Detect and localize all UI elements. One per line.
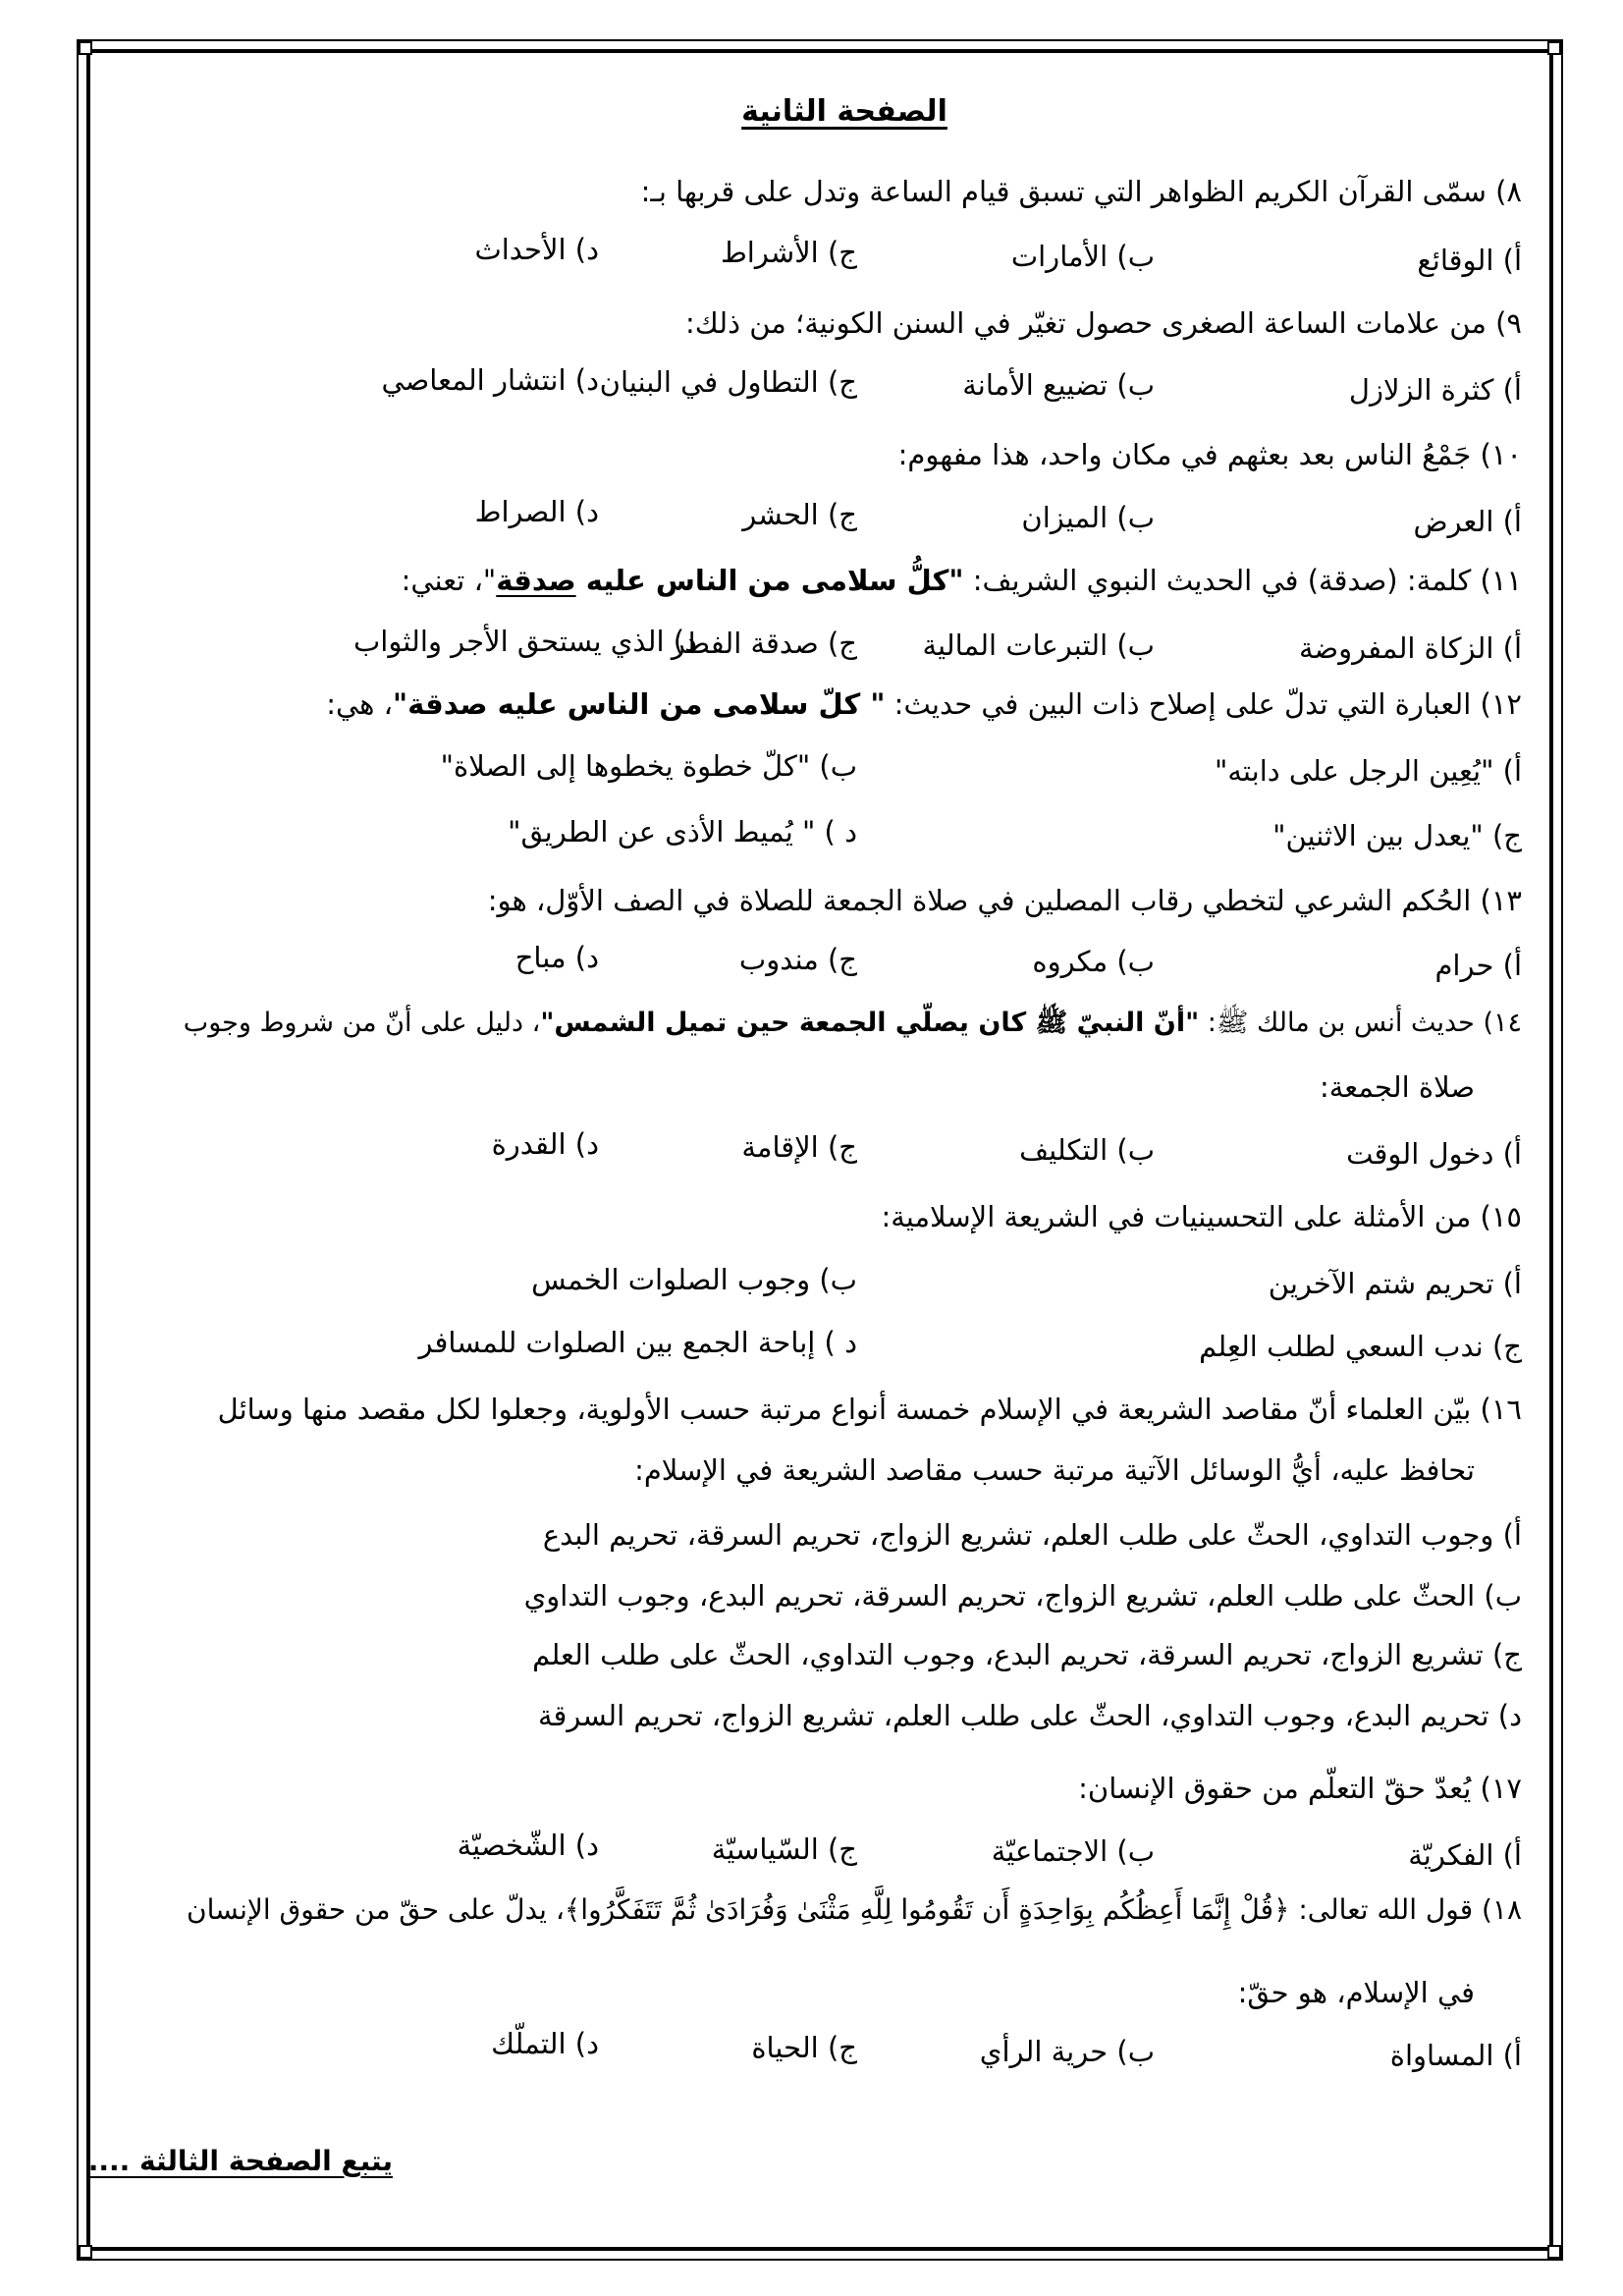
question-17-option-a[interactable]: أ) الفكريّة [1408, 1838, 1522, 1872]
question-12-hadith: " كلّ سلامى من الناس عليه صدقة" [393, 687, 886, 721]
question-18-text-continued: في الإسلام، هو حقّ: [1237, 1976, 1475, 2009]
question-12-option-a[interactable]: أ) "يُعِين الرجل على دابته" [1214, 754, 1522, 788]
question-10-text: ١٠) جَمْعُ الناس بعد بعثهم في مكان واحد، هذا مفهوم: [897, 438, 1522, 471]
question-8-option-a[interactable]: أ) الوقائع [1417, 244, 1522, 277]
question-9-text: ٩) من علامات الساعة الصغرى حصول تغيّر في السنن الكونية؛ من ذلك: [685, 306, 1522, 340]
question-12-text [326, 687, 1522, 721]
page-title: الصفحة الثانية [741, 94, 947, 129]
question-13-text: ١٣) الحُكم الشرعي لتخطي رقاب المصلين في صلاة الجمعة للصلاة في الصف الأوّل، هو: [487, 884, 1522, 917]
question-14-text-continued: صلاة الجمعة: [1319, 1070, 1475, 1104]
question-9-option-c[interactable]: ج) التطاول في البنيان [599, 365, 857, 399]
question-16-option-a[interactable]: أ) وجوب التداوي، الحثّ على طلب العلم، تشريع الزواج، تحريم السرقة، تحريم البدع [542, 1518, 1522, 1552]
question-18-option-b[interactable]: ب) حرية الرأي [979, 2035, 1155, 2068]
question-15-text: ١٥) من الأمثلة على التحسينيات في الشريعة الإسلامية: [881, 1200, 1522, 1233]
border-corner-ornament [79, 2245, 92, 2259]
question-8-option-c[interactable]: ج) الأشراط [720, 236, 857, 269]
question-17-option-d[interactable]: د) الشّخصيّة [457, 1829, 599, 1862]
question-16-option-d[interactable]: د) تحريم البدع، وجوب التداوي، الحثّ على طلب العلم، تشريع الزواج، تحريم السرقة [537, 1699, 1522, 1732]
exam-page [87, 0, 1551, 2296]
page-footer-continue: يتبع الصفحة الثالثة .... [87, 2145, 393, 2177]
question-10-option-b[interactable]: ب) الميزان [1021, 501, 1155, 534]
question-14-option-a[interactable]: أ) دخول الوقت [1346, 1137, 1522, 1171]
question-17-option-c[interactable]: ج) السّياسيّة [711, 1832, 857, 1866]
question-12-option-b[interactable]: ب) "كلّ خطوة يخطوها إلى الصلاة" [440, 749, 857, 783]
question-16-text: ١٦) بيّن العلماء أنّ مقاصد الشريعة في الإسلام خمسة أنواع مرتبة حسب الأولوية، وجعلوا لكل مقصد منها وسائل [217, 1393, 1522, 1426]
question-14-text [184, 1006, 1522, 1045]
question-11-text [402, 564, 1522, 597]
question-10-option-c[interactable]: ج) الحشر [742, 498, 857, 531]
question-17-text: ١٧) يُعدّ حقّ التعلّم من حقوق الإنسان: [1078, 1772, 1522, 1805]
question-16-option-c[interactable]: ج) تشريع الزواج، تحريم السرقة، تحريم البدع، وجوب التداوي، الحثّ على طلب العلم [532, 1638, 1522, 1671]
question-18-option-c[interactable]: ج) الحياة [751, 2031, 857, 2064]
question-14-hadith: "أنّ النبيّ ﷺ كان يصلّي الجمعة حين تميل الشمس" [540, 1008, 1200, 1038]
question-11-hadith-keyword: صدقة [496, 564, 576, 597]
question-13-option-b[interactable]: ب) مكروه [1032, 945, 1155, 978]
question-10-option-d[interactable]: د) الصراط [474, 495, 599, 528]
question-15-option-c[interactable]: ج) ندب السعي لطلب العِلم [1199, 1330, 1522, 1363]
question-14-option-d[interactable]: د) القدرة [491, 1127, 599, 1161]
question-12-text-pre: ١٢) العبارة التي تدلّ على إصلاح ذات البين في حديث: [885, 687, 1522, 721]
question-11-option-c[interactable]: ج) صدقة الفطر [671, 627, 857, 660]
question-13-option-d[interactable]: د) مباح [514, 941, 599, 974]
question-17-option-b[interactable]: ب) الاجتماعيّة [991, 1834, 1155, 1868]
question-15-option-a[interactable]: أ) تحريم شتم الآخرين [1268, 1267, 1522, 1300]
question-14-text-post: ، دليل على أنّ من شروط وجوب [183, 1008, 541, 1038]
question-12-text-post: ، هي: [326, 687, 394, 721]
question-11-option-a[interactable]: أ) الزكاة المفروضة [1298, 631, 1522, 665]
question-14-option-b[interactable]: ب) التكليف [1019, 1133, 1155, 1167]
question-14-text-pre: ١٤) حديث أنس بن مالك ﷺ: [1199, 1008, 1522, 1038]
question-13-option-a[interactable]: أ) حرام [1434, 949, 1522, 982]
question-18-text: ١٨) قول الله تعالى: ﴿قُلْ إِنَّمَا أَعِظُكُم بِوَاحِدَةٍ أَن تَقُومُوا لِلَّهِ مَثْنَىٰ وَفُرَادَىٰ ثُمَّ تَتَفَكَّرُوا﴾، يدلّ على حقّ من حقوق الإنسان [187, 1893, 1522, 1926]
question-18-option-a[interactable]: أ) المساواة [1389, 2039, 1522, 2072]
question-11-hadith: "كلُّ سلامى من الناس عليه [575, 564, 964, 597]
question-11-text-post: "، تعني: [401, 564, 497, 597]
question-8-option-b[interactable]: ب) الأمارات [1010, 240, 1155, 273]
question-9-option-a[interactable]: أ) كثرة الزلازل [1348, 373, 1522, 407]
question-12-option-d[interactable]: د ) " يُميط الأذى عن الطريق" [508, 815, 857, 848]
question-18-option-d[interactable]: د) التملّك [491, 2027, 599, 2060]
question-14-option-c[interactable]: ج) الإقامة [741, 1130, 857, 1164]
question-13-option-c[interactable]: ج) مندوب [738, 943, 857, 976]
question-11-option-b[interactable]: ب) التبرعات المالية [922, 629, 1155, 662]
question-15-option-b[interactable]: ب) وجوب الصلوات الخمس [531, 1263, 857, 1296]
question-8-option-d[interactable]: د) الأحداث [474, 233, 599, 266]
question-9-option-d[interactable]: د) انتشار المعاصي [381, 363, 599, 397]
question-11-text-pre: ١١) كلمة: (صدقة) في الحديث النبوي الشريف: [963, 564, 1522, 597]
question-16-option-b[interactable]: ب) الحثّ على طلب العلم، تشريع الزواج، تحريم السرقة، تحريم البدع، وجوب التداوي [523, 1579, 1522, 1613]
question-10-option-a[interactable]: أ) العرض [1413, 505, 1522, 538]
question-8-text: ٨) سمّى القرآن الكريم الظواهر التي تسبق قيام الساعة وتدل على قربها بـ: [640, 175, 1522, 208]
question-16-text-continued: تحافظ عليه، أيُّ الوسائل الآتية مرتبة حسب مقاصد الشريعة في الإسلام: [634, 1453, 1475, 1487]
question-11-option-d[interactable]: د) الذي يستحق الأجر والثواب [352, 625, 697, 658]
question-12-option-c[interactable]: ج) "يعدل بين الاثنين" [1272, 819, 1522, 852]
question-9-option-b[interactable]: ب) تضييع الأمانة [962, 368, 1155, 402]
question-15-option-d[interactable]: د ) إباحة الجمع بين الصلوات للمسافر [418, 1326, 857, 1359]
border-corner-ornament [79, 41, 92, 55]
